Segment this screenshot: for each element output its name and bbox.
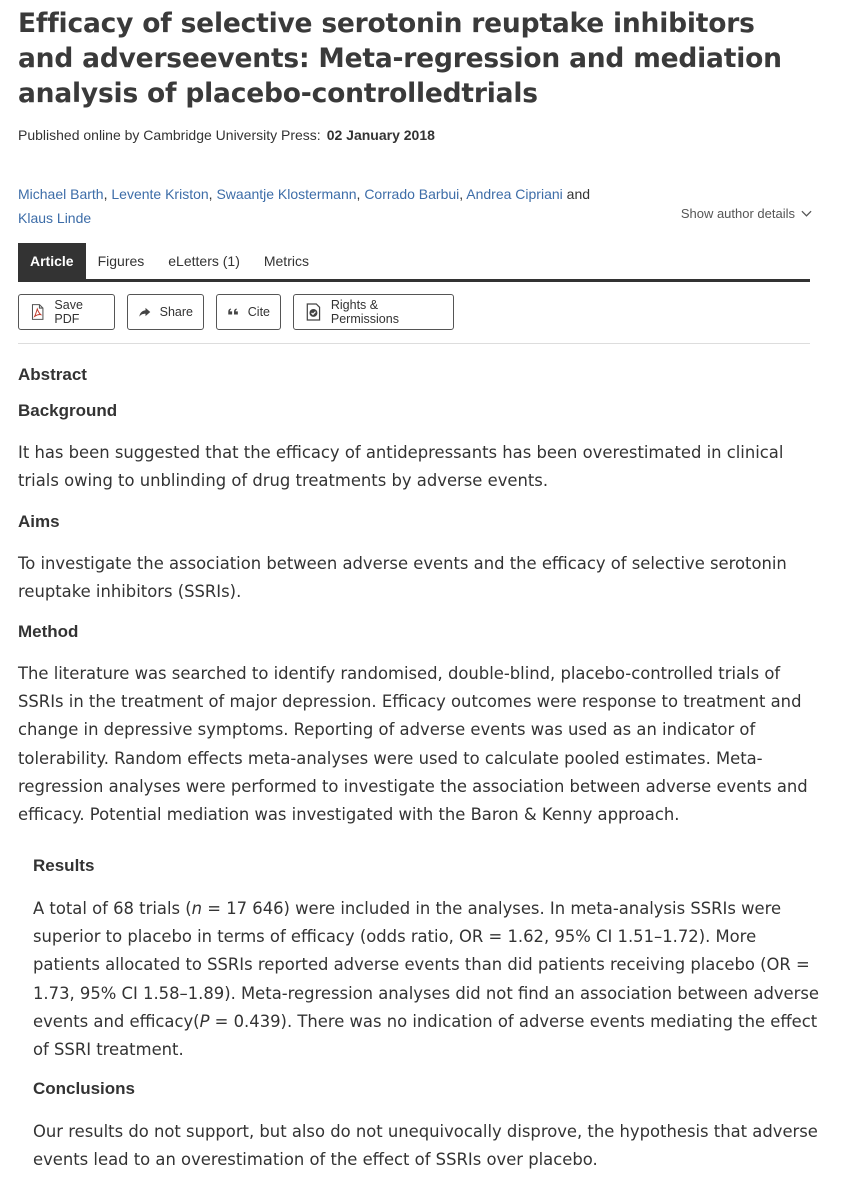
author-link[interactable]: Andrea Cipriani	[466, 186, 563, 202]
tab-metrics[interactable]: Metrics	[263, 253, 309, 269]
share-button[interactable]	[127, 294, 204, 330]
method-heading: Method	[18, 622, 79, 641]
conclusions-heading: Conclusions	[33, 1079, 136, 1098]
share-label: Share	[159, 305, 193, 319]
share-icon	[138, 302, 152, 322]
article-tabs	[18, 243, 810, 282]
cite-label: Cite	[247, 305, 270, 319]
article-title: Efficacy of selective serotonin reuptake inhibitors and adverseevents: Meta-regression and mediation analysis of placebo-controlledtrials	[18, 8, 782, 109]
save-pdf-label: Save PDF	[54, 298, 83, 326]
results-heading: Results	[33, 856, 95, 875]
published-date: 02 January 2018	[326, 127, 435, 143]
author-list: Michael Barth, Levente Kriston, Swaantje Klostermann, Corrado Barbui, Andrea Cipriani and Klaus Linde	[18, 186, 591, 226]
published-label: Published online by Cambridge University Press:	[18, 127, 321, 143]
show-author-details-label: Show author details	[680, 206, 795, 221]
background-text: It has been suggested that the efficacy of antidepressants has been overestimated in clinical trials owing to unblinding of drug treatments by adverse events.	[18, 443, 784, 491]
background-heading: Background	[18, 401, 118, 420]
cite-button[interactable]	[216, 294, 281, 330]
results-text: A total of 68 trials (n = 17 646) were included in the analyses. In meta-analysis SSRIs were superior to placebo in terms of efficacy (odds ratio, OR = 1.62, 95% CI 1.51–1.72). More patients allocated to SSRIs reported adverse events than did patients receiving placebo (OR = 1.73, 95% CI 1.58–1.89). Meta-regression analyses did not find an association between adverse events and efficacy(P = 0.439). There was no indication of adverse events mediating the effect of SSRI treatment.	[33, 899, 819, 1060]
aims-text: To investigate the association between adverse events and the efficacy of selective serotonin reuptake inhibitors (SSRIs).	[18, 554, 787, 602]
aims-heading: Aims	[18, 512, 60, 531]
chevron-down-icon	[801, 208, 812, 219]
save-pdf-button[interactable]	[18, 294, 115, 330]
rights-permissions-label: Rights & Permissions	[330, 298, 399, 326]
author-link[interactable]: Swaantje Klostermann	[216, 186, 357, 202]
pdf-icon	[29, 302, 46, 322]
show-author-details-toggle[interactable]	[681, 206, 812, 221]
abstract-heading: Abstract	[18, 365, 87, 384]
method-text: The literature was searched to identify randomised, double-blind, placebo-controlled trials of SSRIs in the treatment of major depression. Efficacy outcomes were response to treatment and change in depressive symptoms. Reporting of adverse events was used as an indicator of tolerability. Random effects meta-analyses were used to calculate pooled estimates. Meta-regression analyses were performed to investigate the association between adverse events and efficacy. Potential mediation was investigated with the Baron & Kenny approach.	[18, 664, 808, 825]
author-link[interactable]: Klaus Linde	[18, 210, 92, 226]
publication-info	[18, 127, 435, 143]
divider	[18, 343, 810, 344]
quote-icon	[227, 302, 240, 322]
author-link[interactable]: Levente Kriston	[111, 186, 209, 202]
rights-permissions-button[interactable]	[293, 294, 454, 330]
action-toolbar	[18, 294, 454, 330]
author-link[interactable]: Corrado Barbui	[364, 186, 460, 202]
conclusions-text: Our results do not support, but also do not unequivocally disprove, the hypothesis that adverse events lead to an overestimation of the effect of SSRIs over placebo.	[33, 1122, 818, 1170]
tab-article[interactable]: Article	[18, 243, 86, 279]
tab-eletters[interactable]: eLetters (1)	[168, 253, 240, 269]
tab-figures[interactable]: Figures	[97, 253, 145, 269]
permissions-icon	[304, 302, 323, 322]
author-link[interactable]: Michael Barth	[18, 186, 104, 202]
